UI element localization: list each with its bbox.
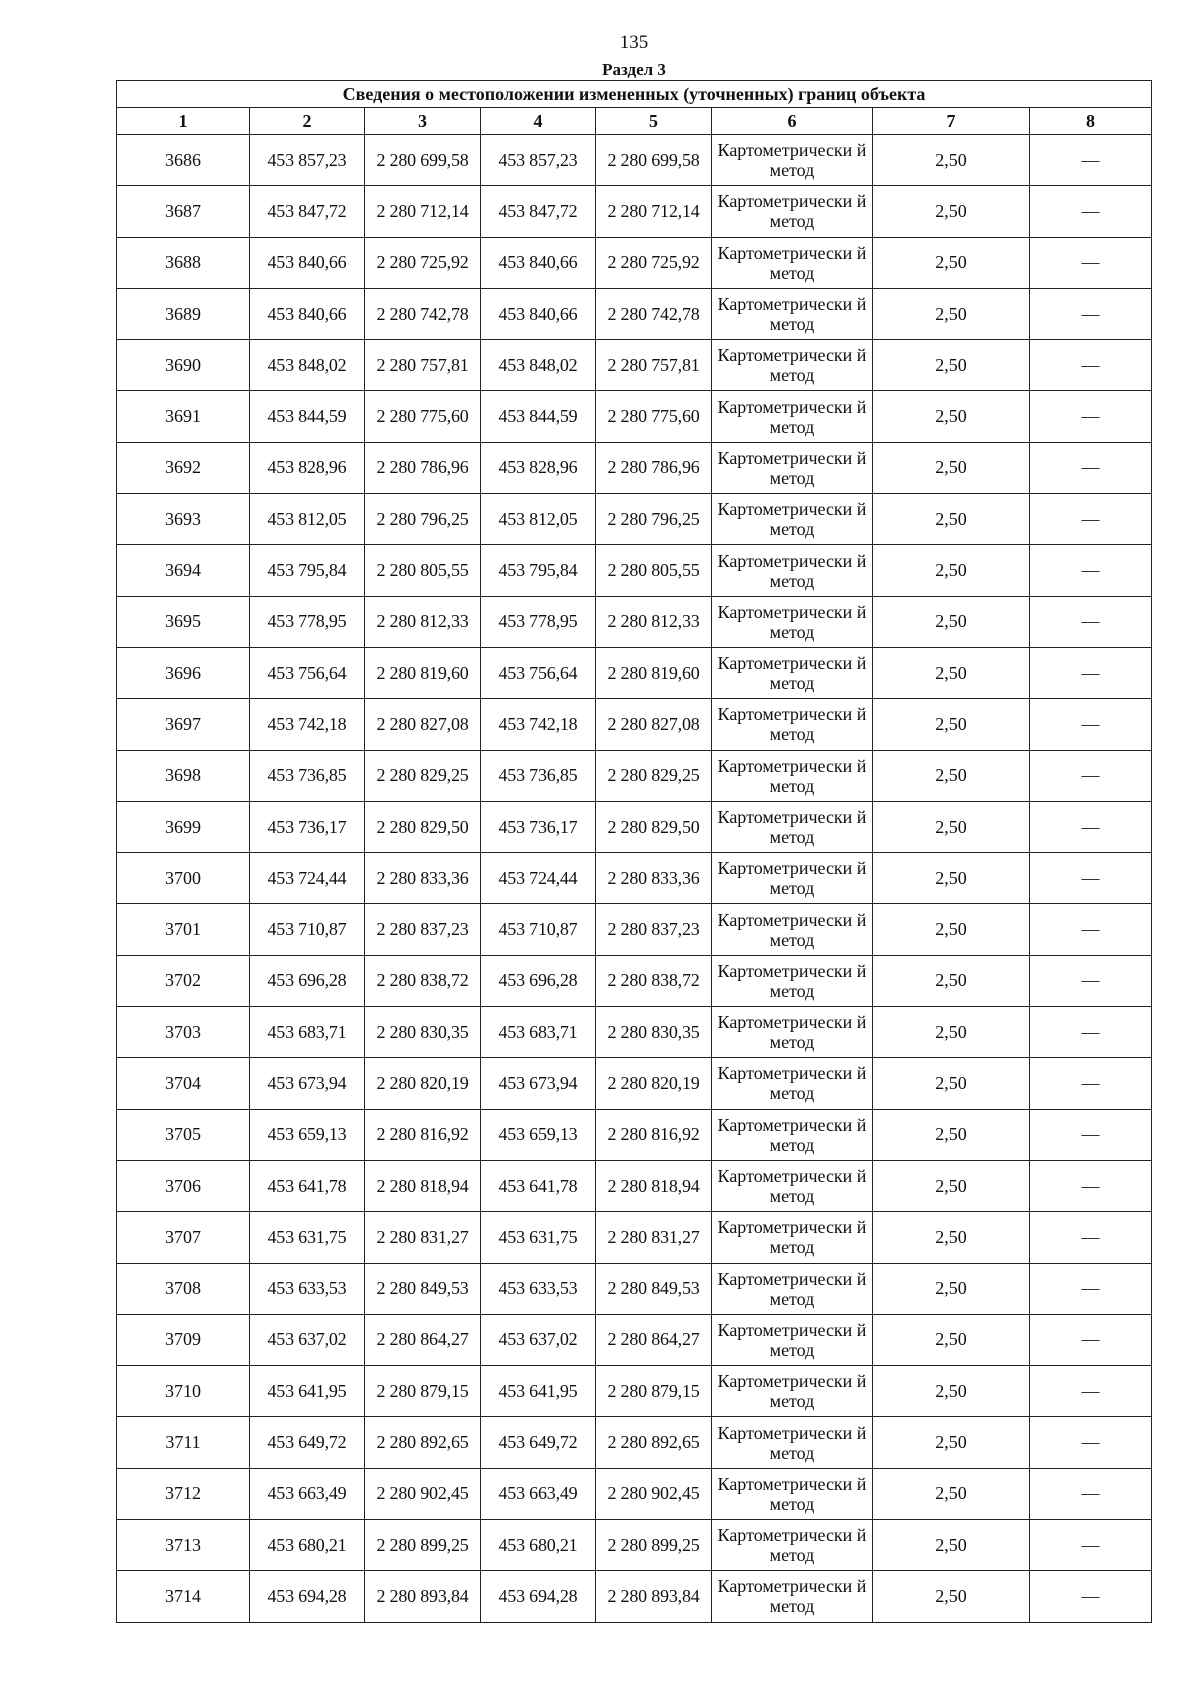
coordinates-table: [116, 80, 1152, 1623]
x-old-cell: 453 637,02: [250, 1314, 365, 1365]
x-new-cell: 453 844,59: [481, 391, 596, 442]
y-new-cell: 2 280 899,25: [596, 1520, 712, 1571]
x-old-cell: 453 631,75: [250, 1212, 365, 1263]
x-new-cell: 453 848,02: [481, 340, 596, 391]
y-old-cell: 2 280 899,25: [365, 1520, 481, 1571]
point-number-cell: 3701: [117, 904, 250, 955]
y-new-cell: 2 280 786,96: [596, 442, 712, 493]
table-row: [117, 647, 1152, 698]
accuracy-cell: 2,50: [873, 1160, 1030, 1211]
point-number-cell: 3687: [117, 186, 250, 237]
description-cell: —: [1030, 1212, 1152, 1263]
method-cell: Картометрически й метод: [712, 955, 873, 1006]
table-row: [117, 1314, 1152, 1365]
point-number-cell: 3694: [117, 545, 250, 596]
method-cell: Картометрически й метод: [712, 237, 873, 288]
method-cell: Картометрически й метод: [712, 545, 873, 596]
method-cell: Картометрически й метод: [712, 1263, 873, 1314]
accuracy-cell: 2,50: [873, 186, 1030, 237]
section-title: Раздел 3: [602, 60, 666, 79]
method-cell: Картометрически й метод: [712, 1212, 873, 1263]
point-number-cell: 3714: [117, 1571, 250, 1622]
point-number-cell: 3693: [117, 494, 250, 545]
table-body: [117, 135, 1152, 1623]
y-new-cell: 2 280 827,08: [596, 699, 712, 750]
y-old-cell: 2 280 827,08: [365, 699, 481, 750]
accuracy-cell: 2,50: [873, 1058, 1030, 1109]
y-old-cell: 2 280 805,55: [365, 545, 481, 596]
x-old-cell: 453 742,18: [250, 699, 365, 750]
y-old-cell: 2 280 712,14: [365, 186, 481, 237]
y-old-cell: 2 280 893,84: [365, 1571, 481, 1622]
y-old-cell: 2 280 775,60: [365, 391, 481, 442]
y-new-cell: 2 280 712,14: [596, 186, 712, 237]
y-old-cell: 2 280 833,36: [365, 853, 481, 904]
y-new-cell: 2 280 816,92: [596, 1109, 712, 1160]
method-cell: Картометрически й метод: [712, 750, 873, 801]
point-number-cell: 3695: [117, 596, 250, 647]
x-old-cell: 453 710,87: [250, 904, 365, 955]
x-old-cell: 453 840,66: [250, 288, 365, 339]
point-number-cell: 3713: [117, 1520, 250, 1571]
y-old-cell: 2 280 816,92: [365, 1109, 481, 1160]
x-new-cell: 453 847,72: [481, 186, 596, 237]
accuracy-cell: 2,50: [873, 853, 1030, 904]
table-row: [117, 1571, 1152, 1622]
method-cell: Картометрически й метод: [712, 904, 873, 955]
method-cell: Картометрически й метод: [712, 1314, 873, 1365]
x-new-cell: 453 663,49: [481, 1468, 596, 1519]
method-cell: Картометрически й метод: [712, 1468, 873, 1519]
table-row: [117, 135, 1152, 186]
description-cell: —: [1030, 340, 1152, 391]
table-caption: Сведения о местоположении измененных (уточненных) границ объекта: [117, 81, 1152, 108]
table-row: [117, 699, 1152, 750]
y-old-cell: 2 280 819,60: [365, 647, 481, 698]
x-old-cell: 453 633,53: [250, 1263, 365, 1314]
table-row: [117, 801, 1152, 852]
x-new-cell: 453 633,53: [481, 1263, 596, 1314]
description-cell: —: [1030, 1520, 1152, 1571]
x-new-cell: 453 795,84: [481, 545, 596, 596]
description-cell: —: [1030, 1468, 1152, 1519]
y-new-cell: 2 280 812,33: [596, 596, 712, 647]
point-number-cell: 3711: [117, 1417, 250, 1468]
y-new-cell: 2 280 818,94: [596, 1160, 712, 1211]
y-old-cell: 2 280 757,81: [365, 340, 481, 391]
description-cell: —: [1030, 288, 1152, 339]
method-cell: Картометрически й метод: [712, 494, 873, 545]
accuracy-cell: 2,50: [873, 1314, 1030, 1365]
x-old-cell: 453 641,95: [250, 1366, 365, 1417]
accuracy-cell: 2,50: [873, 1109, 1030, 1160]
description-cell: —: [1030, 545, 1152, 596]
x-new-cell: 453 778,95: [481, 596, 596, 647]
table-row: [117, 1468, 1152, 1519]
table-row: [117, 1417, 1152, 1468]
description-cell: —: [1030, 1571, 1152, 1622]
method-cell: Картометрически й метод: [712, 699, 873, 750]
x-new-cell: 453 756,64: [481, 647, 596, 698]
x-old-cell: 453 847,72: [250, 186, 365, 237]
y-new-cell: 2 280 893,84: [596, 1571, 712, 1622]
x-new-cell: 453 649,72: [481, 1417, 596, 1468]
point-number-cell: 3707: [117, 1212, 250, 1263]
y-new-cell: 2 280 829,50: [596, 801, 712, 852]
accuracy-cell: 2,50: [873, 1520, 1030, 1571]
x-old-cell: 453 641,78: [250, 1160, 365, 1211]
x-new-cell: 453 683,71: [481, 1007, 596, 1058]
y-old-cell: 2 280 838,72: [365, 955, 481, 1006]
accuracy-cell: 2,50: [873, 699, 1030, 750]
y-old-cell: 2 280 837,23: [365, 904, 481, 955]
description-cell: —: [1030, 1058, 1152, 1109]
method-cell: Картометрически й метод: [712, 186, 873, 237]
y-new-cell: 2 280 775,60: [596, 391, 712, 442]
x-new-cell: 453 680,21: [481, 1520, 596, 1571]
accuracy-cell: 2,50: [873, 135, 1030, 186]
method-cell: Картометрически й метод: [712, 135, 873, 186]
description-cell: —: [1030, 442, 1152, 493]
column-number: 5: [596, 108, 712, 135]
method-cell: Картометрически й метод: [712, 853, 873, 904]
y-new-cell: 2 280 819,60: [596, 647, 712, 698]
accuracy-cell: 2,50: [873, 545, 1030, 596]
description-cell: —: [1030, 237, 1152, 288]
x-new-cell: 453 857,23: [481, 135, 596, 186]
y-new-cell: 2 280 849,53: [596, 1263, 712, 1314]
method-cell: Картометрически й метод: [712, 647, 873, 698]
point-number-cell: 3705: [117, 1109, 250, 1160]
method-cell: Картометрически й метод: [712, 596, 873, 647]
y-new-cell: 2 280 864,27: [596, 1314, 712, 1365]
column-number: 8: [1030, 108, 1152, 135]
table-row: [117, 1160, 1152, 1211]
x-old-cell: 453 663,49: [250, 1468, 365, 1519]
x-old-cell: 453 736,85: [250, 750, 365, 801]
point-number-cell: 3696: [117, 647, 250, 698]
description-cell: —: [1030, 1417, 1152, 1468]
table-row: [117, 596, 1152, 647]
description-cell: —: [1030, 1263, 1152, 1314]
accuracy-cell: 2,50: [873, 237, 1030, 288]
accuracy-cell: 2,50: [873, 340, 1030, 391]
y-old-cell: 2 280 820,19: [365, 1058, 481, 1109]
table-row: [117, 1520, 1152, 1571]
y-new-cell: 2 280 796,25: [596, 494, 712, 545]
method-cell: Картометрически й метод: [712, 1058, 873, 1109]
x-new-cell: 453 631,75: [481, 1212, 596, 1263]
y-old-cell: 2 280 699,58: [365, 135, 481, 186]
y-old-cell: 2 280 812,33: [365, 596, 481, 647]
method-cell: Картометрически й метод: [712, 1007, 873, 1058]
y-new-cell: 2 280 699,58: [596, 135, 712, 186]
y-old-cell: 2 280 818,94: [365, 1160, 481, 1211]
description-cell: —: [1030, 1366, 1152, 1417]
method-cell: Картометрически й метод: [712, 288, 873, 339]
x-old-cell: 453 795,84: [250, 545, 365, 596]
accuracy-cell: 2,50: [873, 750, 1030, 801]
description-cell: —: [1030, 1314, 1152, 1365]
point-number-cell: 3704: [117, 1058, 250, 1109]
table-row: [117, 1058, 1152, 1109]
table-row: [117, 391, 1152, 442]
x-new-cell: 453 641,95: [481, 1366, 596, 1417]
point-number-cell: 3690: [117, 340, 250, 391]
accuracy-cell: 2,50: [873, 288, 1030, 339]
x-new-cell: 453 696,28: [481, 955, 596, 1006]
x-new-cell: 453 724,44: [481, 853, 596, 904]
x-old-cell: 453 680,21: [250, 1520, 365, 1571]
point-number-cell: 3709: [117, 1314, 250, 1365]
x-old-cell: 453 649,72: [250, 1417, 365, 1468]
y-old-cell: 2 280 829,25: [365, 750, 481, 801]
accuracy-cell: 2,50: [873, 647, 1030, 698]
point-number-cell: 3699: [117, 801, 250, 852]
table-row: [117, 1109, 1152, 1160]
point-number-cell: 3688: [117, 237, 250, 288]
point-number-cell: 3689: [117, 288, 250, 339]
x-new-cell: 453 828,96: [481, 442, 596, 493]
y-old-cell: 2 280 786,96: [365, 442, 481, 493]
point-number-cell: 3710: [117, 1366, 250, 1417]
x-old-cell: 453 844,59: [250, 391, 365, 442]
description-cell: —: [1030, 904, 1152, 955]
column-number: 4: [481, 108, 596, 135]
method-cell: Картометрически й метод: [712, 1160, 873, 1211]
column-number: 7: [873, 108, 1030, 135]
table-row: [117, 750, 1152, 801]
x-new-cell: 453 659,13: [481, 1109, 596, 1160]
y-old-cell: 2 280 902,45: [365, 1468, 481, 1519]
description-cell: —: [1030, 853, 1152, 904]
x-old-cell: 453 724,44: [250, 853, 365, 904]
accuracy-cell: 2,50: [873, 1007, 1030, 1058]
table-row: [117, 545, 1152, 596]
table-row: [117, 442, 1152, 493]
y-old-cell: 2 280 892,65: [365, 1417, 481, 1468]
x-new-cell: 453 710,87: [481, 904, 596, 955]
description-cell: —: [1030, 186, 1152, 237]
y-new-cell: 2 280 820,19: [596, 1058, 712, 1109]
point-number-cell: 3698: [117, 750, 250, 801]
table-row: [117, 186, 1152, 237]
x-old-cell: 453 673,94: [250, 1058, 365, 1109]
description-cell: —: [1030, 1160, 1152, 1211]
y-old-cell: 2 280 796,25: [365, 494, 481, 545]
accuracy-cell: 2,50: [873, 442, 1030, 493]
description-cell: —: [1030, 596, 1152, 647]
description-cell: —: [1030, 801, 1152, 852]
y-new-cell: 2 280 838,72: [596, 955, 712, 1006]
y-new-cell: 2 280 757,81: [596, 340, 712, 391]
method-cell: Картометрически й метод: [712, 801, 873, 852]
method-cell: Картометрически й метод: [712, 1109, 873, 1160]
column-number-row: [117, 108, 1152, 135]
accuracy-cell: 2,50: [873, 1366, 1030, 1417]
method-cell: Картометрически й метод: [712, 1571, 873, 1622]
accuracy-cell: 2,50: [873, 1263, 1030, 1314]
column-number: 6: [712, 108, 873, 135]
y-old-cell: 2 280 742,78: [365, 288, 481, 339]
y-old-cell: 2 280 849,53: [365, 1263, 481, 1314]
method-cell: Картометрически й метод: [712, 1417, 873, 1468]
x-old-cell: 453 778,95: [250, 596, 365, 647]
point-number-cell: 3712: [117, 1468, 250, 1519]
y-new-cell: 2 280 833,36: [596, 853, 712, 904]
y-new-cell: 2 280 829,25: [596, 750, 712, 801]
accuracy-cell: 2,50: [873, 904, 1030, 955]
column-number: 1: [117, 108, 250, 135]
description-cell: —: [1030, 1109, 1152, 1160]
table-row: [117, 904, 1152, 955]
y-new-cell: 2 280 830,35: [596, 1007, 712, 1058]
x-new-cell: 453 694,28: [481, 1571, 596, 1622]
x-old-cell: 453 659,13: [250, 1109, 365, 1160]
point-number-cell: 3700: [117, 853, 250, 904]
point-number-cell: 3697: [117, 699, 250, 750]
x-new-cell: 453 641,78: [481, 1160, 596, 1211]
description-cell: —: [1030, 1007, 1152, 1058]
x-old-cell: 453 857,23: [250, 135, 365, 186]
accuracy-cell: 2,50: [873, 391, 1030, 442]
accuracy-cell: 2,50: [873, 494, 1030, 545]
point-number-cell: 3708: [117, 1263, 250, 1314]
method-cell: Картометрически й метод: [712, 340, 873, 391]
table-row: [117, 853, 1152, 904]
point-number-cell: 3702: [117, 955, 250, 1006]
table-row: [117, 1007, 1152, 1058]
x-old-cell: 453 696,28: [250, 955, 365, 1006]
table-row: [117, 1366, 1152, 1417]
y-new-cell: 2 280 892,65: [596, 1417, 712, 1468]
x-old-cell: 453 840,66: [250, 237, 365, 288]
method-cell: Картометрически й метод: [712, 391, 873, 442]
table-row: [117, 1212, 1152, 1263]
point-number-cell: 3692: [117, 442, 250, 493]
x-new-cell: 453 673,94: [481, 1058, 596, 1109]
description-cell: —: [1030, 494, 1152, 545]
y-old-cell: 2 280 725,92: [365, 237, 481, 288]
description-cell: —: [1030, 750, 1152, 801]
x-new-cell: 453 736,85: [481, 750, 596, 801]
table-row: [117, 288, 1152, 339]
method-cell: Картометрически й метод: [712, 442, 873, 493]
description-cell: —: [1030, 135, 1152, 186]
x-old-cell: 453 812,05: [250, 494, 365, 545]
description-cell: —: [1030, 699, 1152, 750]
x-old-cell: 453 828,96: [250, 442, 365, 493]
x-new-cell: 453 637,02: [481, 1314, 596, 1365]
x-new-cell: 453 840,66: [481, 288, 596, 339]
accuracy-cell: 2,50: [873, 596, 1030, 647]
x-old-cell: 453 694,28: [250, 1571, 365, 1622]
description-cell: —: [1030, 647, 1152, 698]
y-old-cell: 2 280 864,27: [365, 1314, 481, 1365]
column-number: 3: [365, 108, 481, 135]
point-number-cell: 3706: [117, 1160, 250, 1211]
x-old-cell: 453 736,17: [250, 801, 365, 852]
x-new-cell: 453 812,05: [481, 494, 596, 545]
x-new-cell: 453 742,18: [481, 699, 596, 750]
y-new-cell: 2 280 837,23: [596, 904, 712, 955]
table-row: [117, 955, 1152, 1006]
table-row: [117, 237, 1152, 288]
method-cell: Картометрически й метод: [712, 1520, 873, 1571]
point-number-cell: 3703: [117, 1007, 250, 1058]
description-cell: —: [1030, 955, 1152, 1006]
accuracy-cell: 2,50: [873, 955, 1030, 1006]
description-cell: —: [1030, 391, 1152, 442]
y-new-cell: 2 280 805,55: [596, 545, 712, 596]
table-row: [117, 340, 1152, 391]
y-old-cell: 2 280 831,27: [365, 1212, 481, 1263]
table-row: [117, 494, 1152, 545]
accuracy-cell: 2,50: [873, 1468, 1030, 1519]
method-cell: Картометрически й метод: [712, 1366, 873, 1417]
y-old-cell: 2 280 879,15: [365, 1366, 481, 1417]
y-new-cell: 2 280 725,92: [596, 237, 712, 288]
x-new-cell: 453 736,17: [481, 801, 596, 852]
accuracy-cell: 2,50: [873, 1417, 1030, 1468]
accuracy-cell: 2,50: [873, 1212, 1030, 1263]
column-number: 2: [250, 108, 365, 135]
y-new-cell: 2 280 879,15: [596, 1366, 712, 1417]
y-new-cell: 2 280 742,78: [596, 288, 712, 339]
accuracy-cell: 2,50: [873, 801, 1030, 852]
accuracy-cell: 2,50: [873, 1571, 1030, 1622]
point-number-cell: 3691: [117, 391, 250, 442]
x-new-cell: 453 840,66: [481, 237, 596, 288]
y-new-cell: 2 280 902,45: [596, 1468, 712, 1519]
x-old-cell: 453 683,71: [250, 1007, 365, 1058]
x-old-cell: 453 848,02: [250, 340, 365, 391]
page-number: 135: [619, 32, 649, 53]
point-number-cell: 3686: [117, 135, 250, 186]
y-old-cell: 2 280 830,35: [365, 1007, 481, 1058]
x-old-cell: 453 756,64: [250, 647, 365, 698]
y-old-cell: 2 280 829,50: [365, 801, 481, 852]
table-row: [117, 1263, 1152, 1314]
y-new-cell: 2 280 831,27: [596, 1212, 712, 1263]
